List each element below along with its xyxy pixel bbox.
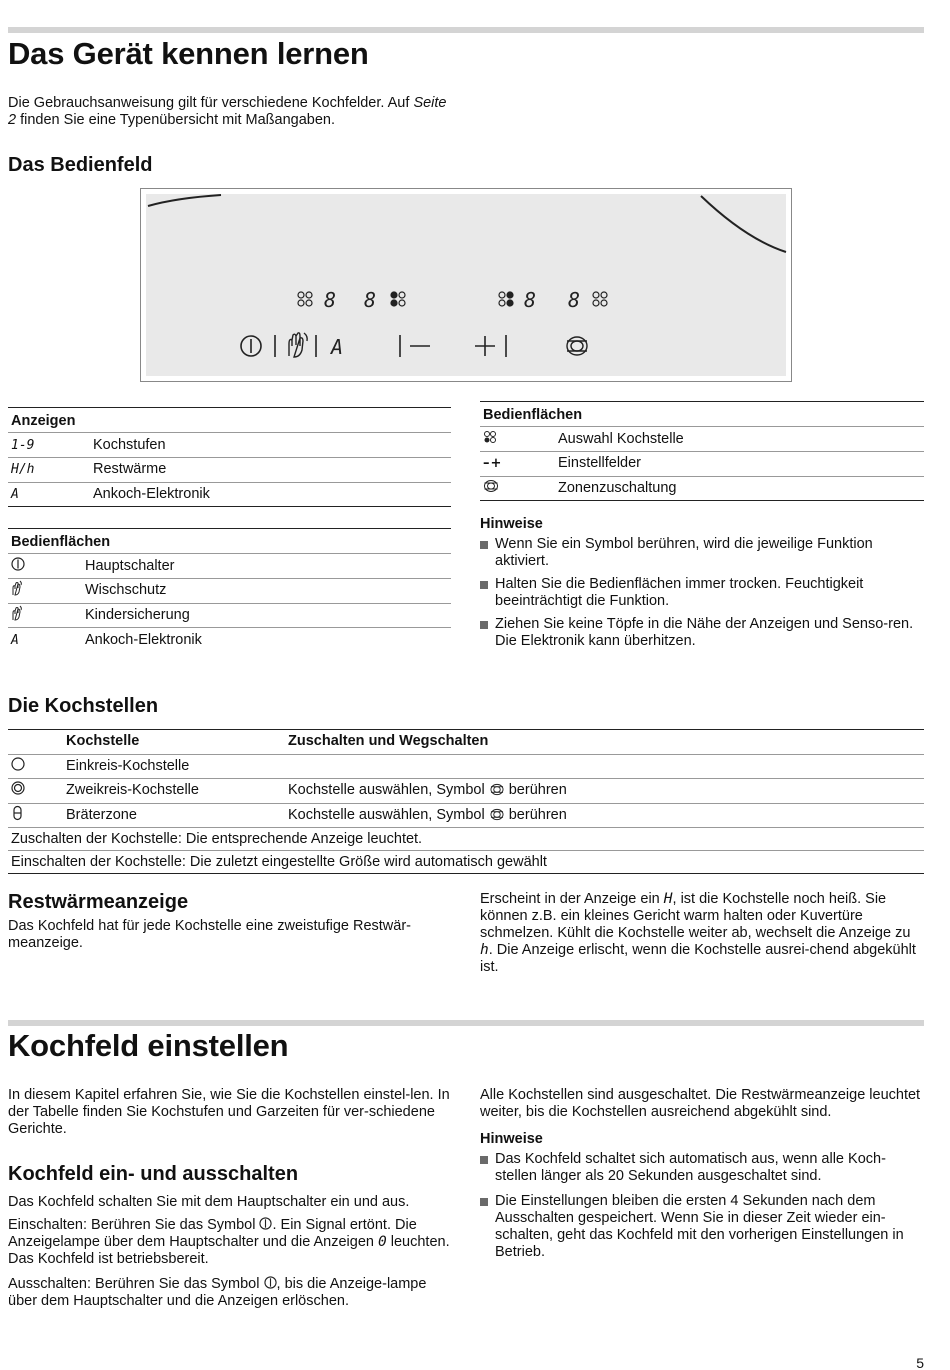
section2-intro: In diesem Kapitel erfahren Sie, wie Sie die Kochstellen einstel-len. In der Tabelle finden Sie Kochstufen und Garzeiten für ver-schiedene Gerichte. — [8, 1087, 450, 1137]
paragraph: Das Kochfeld schalten Sie mit dem Hauptschalter ein und aus. — [8, 1194, 410, 1210]
dual-zone-icon — [489, 808, 505, 821]
zone-action — [288, 779, 924, 804]
control-panel-surface — [146, 194, 786, 376]
table-row — [8, 458, 451, 483]
restwaerme-heading: Restwärmeanzeige — [8, 891, 189, 913]
double-circle-icon — [11, 781, 25, 795]
segment-digit-icon: 0 — [378, 1234, 387, 1250]
text-fragment: , ist die Kochstelle noch heiß. Sie können z.B. ein kleines Gericht warm halten oder Kuvertüre schmelzen. Kühlt die Kochstelle weiter ab, wechselt die Anzeige zu — [480, 891, 911, 941]
section-divider — [8, 27, 924, 33]
table-header: Anzeigen — [8, 407, 451, 433]
text-fragment: Einschalten: Berühren Sie das Symbol — [8, 1217, 256, 1233]
table-row — [8, 851, 924, 874]
kochstellen-rows — [8, 729, 924, 874]
single-circle-icon — [11, 757, 25, 771]
ein-aus-heading: Kochfeld ein- und ausschalten — [8, 1163, 299, 1185]
hinweise-title: Hinweise — [480, 516, 543, 532]
table-header-row — [8, 730, 924, 755]
intro-paragraph — [8, 95, 458, 129]
hinweise-block-2 — [480, 1131, 924, 1267]
zone-select-icon — [499, 292, 513, 306]
bedienflaechen-rows-right — [480, 427, 924, 501]
zone-select-icon — [391, 292, 405, 306]
minus-plus-icon: –+ — [483, 456, 503, 472]
restwaerme-left-text: Das Kochfeld hat für jede Kochstelle eine zweistufige Restwär-meanzeige. — [8, 918, 411, 951]
bedienflaechen-table-left — [8, 528, 451, 652]
zone-select-icon — [593, 292, 607, 306]
display-digit: 8 — [364, 288, 377, 312]
restwaerme-icon: H/h — [11, 462, 35, 478]
ausschalten-paragraph — [8, 1276, 453, 1310]
page-title: Das Gerät kennen lernen — [8, 36, 369, 71]
text-fragment: . Die Anzeige erlischt, wenn die Kochstelle ausrei-chend abgekühlt ist. — [480, 942, 916, 975]
section-divider — [8, 1020, 924, 1026]
roaster-zone-icon — [11, 805, 25, 821]
table-note: Zuschalten der Kochstelle: Die entsprechende Anzeige leuchtet. — [8, 828, 924, 851]
zone-select-icon — [483, 430, 497, 444]
row-label: Auswahl Kochstelle — [558, 427, 924, 452]
table-row — [8, 754, 924, 779]
text-fragment: leuchten. Das Kochfeld ist betriebsbereit. — [8, 1234, 450, 1267]
table-row — [8, 482, 451, 507]
table-header: Bedienflächen — [480, 401, 924, 427]
column-header: Kochstelle — [66, 730, 288, 755]
display-digit: 8 — [324, 288, 337, 312]
page-number: 5 — [916, 1355, 924, 1370]
text-fragment: . Ein Signal ertönt. Die Anzeigelampe über dem Hauptschalter und die Anzeigen — [8, 1217, 417, 1250]
table-row — [8, 603, 451, 628]
intro-text-1: Die Gebrauchsanweisung gilt für verschiedene Kochfelder. Auf — [8, 95, 410, 111]
table-row — [480, 452, 924, 477]
row-label: Ankoch-Elektronik — [93, 482, 451, 507]
ankoch-a-icon: A — [11, 486, 19, 502]
text-fragment: Erscheint in der Anzeige ein — [480, 891, 660, 907]
power-icon — [11, 557, 25, 571]
intro-text-2: finden Sie eine Typenübersicht mit Maßangaben. — [16, 112, 336, 128]
dual-zone-icon — [489, 783, 505, 796]
hinweise-block — [480, 516, 924, 656]
kochstufen-icon: 1-9 — [11, 437, 35, 453]
action-text: Kochstelle auswählen, Symbol — [288, 806, 485, 823]
text-fragment: Ausschalten: Berühren Sie das Symbol — [8, 1276, 260, 1292]
table-row — [8, 433, 451, 458]
right-paragraph: Alle Kochstellen sind ausgeschaltet. Die Restwärmeanzeige leuchtet weiter, bis die Kochstellen ausreichend abgekühlt sind. — [480, 1087, 921, 1120]
dual-zone-icon — [483, 479, 499, 493]
power-icon — [264, 1276, 277, 1289]
table-row — [8, 554, 451, 579]
hand-icon — [11, 605, 23, 621]
ankoch-a-icon: A — [331, 335, 344, 359]
row-label: Kochstufen — [93, 433, 451, 458]
table-row — [8, 779, 924, 804]
kochstellen-heading: Die Kochstellen — [8, 695, 159, 717]
zone-name: Zweikreis-Kochstelle — [66, 779, 288, 804]
hint-item: Ziehen Sie keine Töpfe in die Nähe der Anzeigen und Senso-ren. Die Elektronik kann überhitzen. — [480, 616, 924, 650]
dual-zone-icon — [567, 337, 587, 355]
anzeigen-rows — [8, 433, 451, 507]
action-text: berühren — [508, 806, 567, 823]
hint-item: Wenn Sie ein Symbol berühren, wird die jeweilige Funktion aktiviert. — [480, 536, 924, 570]
row-label: Zonenzuschaltung — [558, 476, 924, 501]
bedienflaechen-table-right — [480, 401, 924, 501]
zone-name: Einkreis-Kochstelle — [66, 754, 288, 779]
table-row — [8, 579, 451, 604]
row-label: Kindersicherung — [85, 603, 451, 628]
action-text: Kochstelle auswählen, Symbol — [288, 782, 485, 799]
hand-icon — [289, 333, 307, 357]
hint-item: Halten Sie die Bedienflächen immer trocken. Feuchtigkeit beeinträchtigt die Funktion. — [480, 576, 924, 610]
plus-icon — [475, 336, 495, 356]
action-text: berühren — [508, 782, 567, 799]
text-fragment: , bis die Anzeige-lampe über dem Hauptschalter und die Anzeigen erlöschen. — [8, 1276, 427, 1309]
table-row — [8, 828, 924, 851]
row-label: Wischschutz — [85, 579, 451, 604]
table-note: Einschalten der Kochstelle: Die zuletzt eingestellte Größe wird automatisch gewählt — [8, 851, 924, 874]
row-label: Einstellfelder — [558, 452, 924, 477]
table-row — [8, 803, 924, 828]
segment-h-icon: h — [480, 942, 489, 958]
table-row — [8, 628, 451, 653]
zone-action — [288, 754, 924, 779]
restwaerme-right-text — [480, 891, 924, 976]
display-digit: 8 — [568, 288, 581, 312]
row-label: Restwärme — [93, 458, 451, 483]
table-row — [480, 476, 924, 501]
page-reference-link[interactable]: Seite 2 — [8, 95, 447, 128]
table-row — [480, 427, 924, 452]
display-digit: 8 — [524, 288, 537, 312]
kochstellen-table — [8, 729, 924, 874]
anzeigen-table — [8, 407, 451, 507]
power-icon — [259, 1217, 272, 1230]
control-panel-illustration — [140, 188, 792, 382]
bedienfeld-heading: Das Bedienfeld — [8, 154, 153, 176]
control-panel-drawing — [146, 194, 788, 378]
ankoch-a-icon: A — [11, 632, 19, 648]
bedienflaechen-rows — [8, 554, 451, 652]
hint-item: Die Einstellungen bleiben die ersten 4 Sekunden nach dem Ausschalten gespeichert. Wenn Sie in dieser Zeit wieder ein-schalten, geht das Kochfeld mit den vorherigen Einstellungen in Betrieb. — [480, 1193, 924, 1261]
hand-icon — [11, 580, 23, 596]
section-title: Kochfeld einstellen — [8, 1028, 289, 1063]
row-label: Hauptschalter — [85, 554, 451, 579]
zone-select-icon — [298, 292, 312, 306]
table-header: Bedienflächen — [8, 528, 451, 554]
hint-item: Das Kochfeld schaltet sich automatisch aus, wenn alle Koch-stellen länger als 20 Sekunden ausgeschaltet sind. — [480, 1151, 924, 1185]
zone-action — [288, 803, 924, 828]
segment-H-icon: H — [663, 891, 673, 907]
power-icon — [241, 336, 261, 356]
hinweise-title: Hinweise — [480, 1131, 543, 1147]
column-header: Zuschalten und Wegschalten — [288, 730, 924, 755]
einschalten-paragraph — [8, 1217, 453, 1268]
row-label: Ankoch-Elektronik — [85, 631, 202, 648]
zone-name: Bräterzone — [66, 803, 288, 828]
